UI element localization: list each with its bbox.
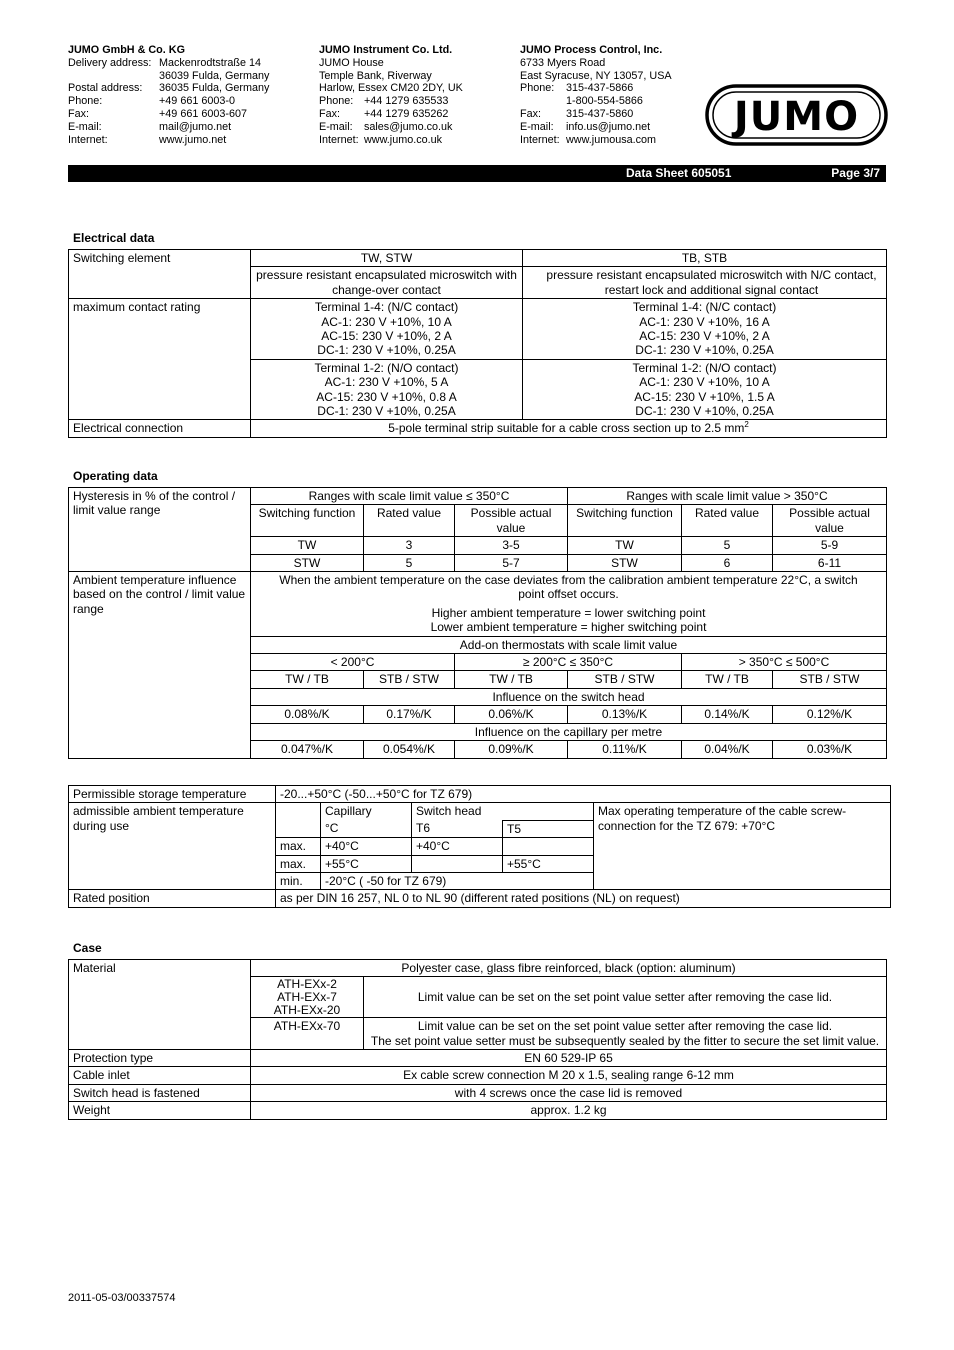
table-row [69, 250, 887, 267]
page-number: Page 3/7 [831, 166, 880, 180]
model-name: ATH-EXx-7 [277, 990, 337, 1004]
type-header: TW / TB [682, 671, 773, 688]
weight-value: approx. 1.2 kg [251, 1102, 887, 1119]
capillary-influence-label: Influence on the capillary per metre [251, 723, 887, 740]
tb-nc-rating [523, 299, 887, 360]
col-header: Possible actual value [773, 505, 887, 537]
fastened-value: with 4 screws once the case lid is removed [251, 1084, 887, 1101]
value: 1-800-554-5866 [566, 95, 643, 108]
rated-position-label: Rated position [69, 890, 276, 907]
label: E-mail: [68, 120, 102, 133]
email-link[interactable]: sales@jumo.co.uk [364, 120, 453, 133]
tb-description: pressure resistant encapsulated microswitch with N/C contact, restart lock and additional signal contact [523, 267, 887, 299]
cell: 5 [682, 537, 773, 554]
rating-line: AC-15: 230 V +10%, 0.8 A [316, 389, 457, 404]
value: 36039 Fulda, Germany [159, 69, 270, 82]
operating-data-table [68, 487, 887, 759]
operating-data-title: Operating data [73, 469, 158, 483]
cell: +55°C [503, 855, 594, 872]
protection-value: EN 60 529-IP 65 [251, 1050, 887, 1067]
label: E-mail: [520, 120, 554, 133]
ambient-text-2a: Higher ambient temperature = lower switching point [431, 605, 706, 620]
rating-line: AC-1: 230 V +10%, 10 A [639, 375, 770, 390]
cell [503, 838, 594, 855]
ambient-influence-text [251, 572, 887, 637]
storage-temp-value: -20...+50°C (-50...+50°C for TZ 679) [276, 786, 891, 803]
label: Fax: [520, 107, 541, 120]
col-header: Rated value [364, 505, 455, 537]
tb-no-rating [523, 359, 887, 420]
model-1-text: Limit value can be set on the set point value setter after removing the case lid. [364, 977, 887, 1018]
cell: 0.054%/K [364, 741, 455, 758]
table-row [69, 1067, 887, 1084]
value: 315-437-5860 [566, 107, 634, 120]
cell: 3-5 [455, 537, 568, 554]
value: Temple Bank, Riverway [319, 69, 432, 82]
cell: +40°C [321, 838, 412, 855]
value: Harlow, Essex CM20 2DY, UK [319, 82, 463, 95]
rating-line: Terminal 1-4: (N/C contact) [314, 300, 459, 315]
model-2-name: ATH-EXx-70 [251, 1018, 364, 1050]
label: Internet: [319, 133, 359, 146]
addon-header: Add-on thermostats with scale limit value [251, 636, 887, 653]
cell: 0.08%/K [251, 706, 364, 723]
range-header: < 200°C [251, 654, 455, 671]
cell: 0.11%/K [568, 741, 682, 758]
label: Fax: [319, 107, 340, 120]
label: Phone: [68, 95, 103, 108]
cell: 0.09%/K [455, 741, 568, 758]
cell: -20°C ( -50 for TZ 679) [321, 873, 594, 890]
storage-temp-label: Permissible storage temperature [69, 786, 276, 803]
rating-line: AC-1: 230 V +10%, 16 A [639, 314, 770, 329]
label [520, 95, 566, 108]
cell: 6-11 [773, 554, 887, 571]
email-link[interactable]: info.us@jumo.net [566, 120, 651, 133]
value: Mackenrodtstraße 14 [159, 56, 262, 69]
company-gmbh-name: JUMO GmbH & Co. KG [68, 44, 185, 56]
ambient-use-label: admissible ambient temperature during use [69, 803, 276, 890]
range-low-header: Ranges with scale limit value ≤ 350°C [251, 488, 568, 505]
max-contact-rating-label: maximum contact rating [69, 299, 251, 420]
range-header: ≥ 200°C ≤ 350°C [455, 654, 682, 671]
model-2-text [364, 1018, 887, 1050]
model-name: ATH-EXx-2 [277, 977, 337, 992]
rating-line: DC-1: 230 V +10%, 0.25A [635, 343, 774, 358]
company-ltd-name: JUMO Instrument Co. Ltd. [319, 44, 453, 56]
rating-line: Terminal 1-2: (N/O contact) [632, 360, 777, 375]
company-inc-block [520, 44, 672, 146]
cell: 0.17%/K [364, 706, 455, 723]
rating-line: AC-15: 230 V +10%, 2 A [639, 329, 770, 344]
type-header: TW / TB [455, 671, 568, 688]
col-header: Rated value [682, 505, 773, 537]
text-line: The set point value setter must be subsequently sealed by the fitter to secure the set limit value. [370, 1033, 880, 1048]
max-operating-temp: Max operating temperature of the cable screw-connection for the TZ 679: +70°C [594, 803, 891, 890]
connection-text: 5-pole terminal strip suitable for a cable cross section up to 2.5 mm [388, 421, 745, 436]
table-row [69, 1084, 887, 1101]
rating-line: DC-1: 230 V +10%, 0.25A [635, 404, 774, 419]
company-ltd-block [319, 44, 463, 146]
col-header: Switching function [251, 505, 364, 537]
rating-line: Terminal 1-2: (N/O contact) [314, 360, 459, 375]
text-line: Limit value can be set on the set point value setter after removing the case lid. [417, 1019, 833, 1034]
electrical-data-title: Electrical data [73, 231, 155, 245]
cell: 5 [364, 554, 455, 571]
cell: 5-7 [455, 554, 568, 571]
weight-label: Weight [69, 1102, 251, 1119]
jumo-logo [705, 84, 888, 146]
type-header: STB / STW [364, 671, 455, 688]
electrical-connection-label: Electrical connection [69, 420, 251, 437]
superscript: 2 [744, 420, 749, 430]
case-table [68, 959, 887, 1120]
value: +44 1279 635533 [364, 95, 449, 108]
temperature-table [68, 785, 891, 908]
col-tb-header: TB, STB [523, 250, 887, 267]
switch-head-influence-label: Influence on the switch head [251, 688, 887, 705]
hysteresis-label: Hysteresis in % of the control / limit value range [69, 488, 251, 572]
col-header: Switching function [568, 505, 682, 537]
tw-description: pressure resistant encapsulated microswitch with change-over contact [251, 267, 523, 299]
website-link[interactable]: www.jumo.co.uk [364, 133, 443, 146]
model-name: ATH-EXx-20 [273, 1002, 341, 1017]
email-link[interactable]: mail@jumo.net [159, 120, 232, 133]
website-link[interactable]: www.jumo.net [159, 133, 227, 146]
label: Fax: [68, 107, 89, 120]
electrical-connection-value [251, 420, 887, 437]
electrical-data-table [68, 249, 887, 438]
label: Internet: [68, 133, 108, 146]
switch-head-header: Switch head [412, 803, 594, 820]
range-high-header: Ranges with scale limit value > 350°C [568, 488, 887, 505]
cell: +55°C [321, 855, 412, 872]
capillary-header: Capillary [321, 803, 412, 820]
table-row [69, 890, 891, 907]
table-row [69, 299, 887, 360]
cell [412, 855, 503, 872]
type-header: STB / STW [773, 671, 887, 688]
protection-label: Protection type [69, 1050, 251, 1067]
table-row [69, 960, 887, 977]
unit-cell: °C [321, 820, 412, 837]
cell: 0.06%/K [455, 706, 568, 723]
tw-nc-rating [251, 299, 523, 360]
cell: +40°C [412, 838, 503, 855]
t5-header: T5 [503, 820, 594, 837]
cell: 0.12%/K [773, 706, 887, 723]
label: Phone: [319, 95, 354, 108]
cell: TW [251, 537, 364, 554]
label [68, 70, 159, 83]
value: +49 661 6003-0 [159, 95, 235, 108]
value: 36035 Fulda, Germany [159, 82, 270, 95]
ambient-text-1: When the ambient temperature on the case deviates from the calibration ambient temperature 22°C, a switch point offset occurs. [279, 573, 858, 602]
tw-no-rating [251, 359, 523, 420]
col-tw-header: TW, STW [251, 250, 523, 267]
cable-inlet-value: Ex cable screw connection M 20 x 1.5, sealing range 6-12 mm [251, 1067, 887, 1084]
material-label: Material [69, 960, 251, 1050]
website-link[interactable]: www.jumousa.com [566, 133, 657, 146]
rating-line: DC-1: 230 V +10%, 0.25A [317, 343, 456, 358]
rating-line: AC-1: 230 V +10%, 5 A [324, 375, 449, 390]
cell: 0.13%/K [568, 706, 682, 723]
material-value: Polyester case, glass fibre reinforced, black (option: aluminum) [251, 960, 887, 977]
cable-inlet-label: Cable inlet [69, 1067, 251, 1084]
col-header: Possible actual value [455, 505, 568, 537]
table-row [69, 803, 891, 820]
svg-text:JUMO: JUMO [733, 94, 860, 140]
table-row [69, 572, 887, 637]
company-inc-name: JUMO Process Control, Inc. [520, 44, 663, 56]
blank-cell [276, 803, 321, 838]
type-header: STB / STW [568, 671, 682, 688]
table-row [69, 786, 891, 803]
cell: TW [568, 537, 682, 554]
range-header: > 350°C ≤ 500°C [682, 654, 887, 671]
company-gmbh-block [68, 44, 269, 146]
model-list-1 [251, 977, 364, 1018]
row-label: max. [276, 855, 321, 872]
label: Phone: [520, 82, 555, 95]
table-row [69, 488, 887, 505]
value: +49 661 6003-607 [159, 107, 247, 120]
switching-element-label: Switching element [69, 250, 251, 299]
cell: 0.14%/K [682, 706, 773, 723]
label: Postal address: [68, 82, 143, 95]
rating-line: AC-15: 230 V +10%, 1.5 A [634, 389, 775, 404]
value: 315-437-5866 [566, 82, 634, 95]
cell: STW [568, 554, 682, 571]
value: 6733 Myers Road [520, 56, 606, 69]
ambient-influence-label: Ambient temperature influence based on the control / limit value range [69, 572, 251, 758]
cell: 3 [364, 537, 455, 554]
document-footer: 2011-05-03/00337574 [68, 1292, 176, 1304]
table-row [69, 1102, 887, 1119]
data-sheet-number: Data Sheet 605051 [626, 166, 732, 180]
rating-line: AC-15: 230 V +10%, 2 A [321, 329, 452, 344]
rating-line: DC-1: 230 V +10%, 0.25A [317, 404, 456, 419]
type-header: TW / TB [251, 671, 364, 688]
rating-line: AC-1: 230 V +10%, 10 A [321, 314, 452, 329]
rated-position-value: as per DIN 16 257, NL 0 to NL 90 (different rated positions (NL) on request) [276, 890, 891, 907]
cell: 6 [682, 554, 773, 571]
t6-header: T6 [412, 820, 503, 837]
data-sheet-bar [68, 165, 886, 182]
fastened-label: Switch head is fastened [69, 1084, 251, 1101]
table-row [69, 1050, 887, 1067]
table-row [69, 420, 887, 437]
cell: STW [251, 554, 364, 571]
ambient-text-2b: Lower ambient temperature = higher switching point [430, 620, 707, 635]
value: +44 1279 635262 [364, 107, 449, 120]
cell: 0.047%/K [251, 741, 364, 758]
case-title: Case [73, 941, 102, 955]
rating-line: Terminal 1-4: (N/C contact) [632, 300, 777, 315]
label: E-mail: [319, 120, 353, 133]
label: Delivery address: [68, 56, 152, 69]
row-label: max. [276, 838, 321, 855]
cell: 0.04%/K [682, 741, 773, 758]
value: JUMO House [319, 56, 384, 69]
label: Internet: [520, 133, 560, 146]
row-label: min. [276, 873, 321, 890]
cell: 5-9 [773, 537, 887, 554]
value: East Syracuse, NY 13057, USA [520, 69, 672, 82]
cell: 0.03%/K [773, 741, 887, 758]
